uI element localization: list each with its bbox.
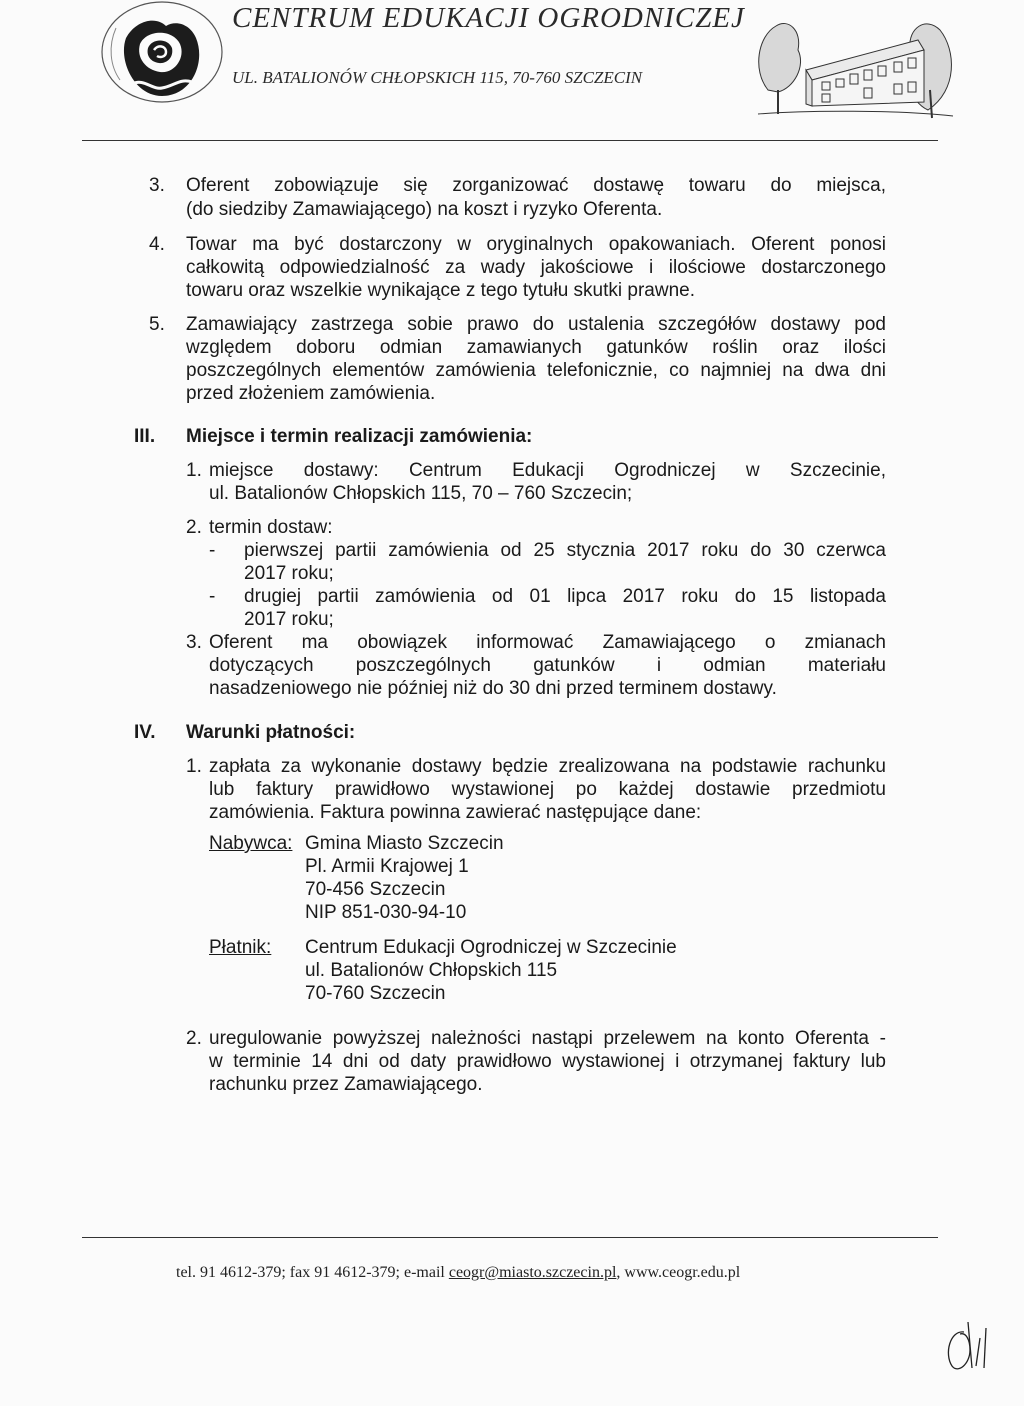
contact-phone-fax: tel. 91 4612-379; fax 91 4612-379; e-mail [176,1264,449,1281]
item-number: 2. [186,517,202,538]
item-4-line: całkowitą odpowiedzialność za wady jakościowe i ilościowe dostarczonego [186,257,886,278]
payer-line: ul. Batalionów Chłopskich 115 [305,960,558,981]
section-numeral: IV. [134,722,156,743]
delivery-place-line: miejsce dostawy: Centrum Edukacji Ogrodniczej w Szczecinie, [209,460,886,481]
item-number: 5. [149,314,165,335]
second-batch-line: drugiej partii zamówienia od 01 lipca 2017 roku do 15 listopada [244,586,886,607]
settlement-line: uregulowanie powyższej należności nastąpi przelewem na konto Oferenta - [209,1028,886,1049]
rose-logo-icon [96,0,228,112]
buyer-label: Nabywca: [209,833,293,854]
payer-line: Centrum Edukacji Ogrodniczej w Szczecinie [305,937,677,958]
obligation-line: nasadzeniowego nie później niż do 30 dni przed terminem dostawy. [209,678,777,699]
item-number: 3. [149,175,165,196]
item-4-line: towaru oraz wszelkie wynikające z tego tytułu skutki prawne. [186,280,696,301]
settlement-line: rachunku przez Zamawiającego. [209,1074,483,1095]
footer-divider [82,1237,938,1238]
item-number: 1. [186,460,202,481]
payer-line: 70-760 Szczecin [305,983,446,1004]
item-5-line: poszczególnych elementów zamówienia telefonicznie, co najmniej na dwa dni [186,360,886,381]
item-number: 1. [186,756,202,777]
website-text: , www.ceogr.edu.pl [616,1264,741,1281]
delivery-term-label: termin dostaw: [209,517,333,538]
payment-line: lub faktury prawidłowo wystawionej po każdej dostawie przedmiotu [209,779,886,800]
buyer-line: NIP 851-030-94-10 [305,902,467,923]
item-5-line: Zamawiający zastrzega sobie prawo do ustalenia szczegółów dostawy pod [186,314,886,335]
section-numeral: III. [134,426,156,447]
email-link[interactable]: ceogr@miasto.szczecin.pl [448,1264,617,1281]
settlement-line: w terminie 14 dni od daty prawidłowo wystawionej i otrzymanej faktury lub [209,1051,886,1072]
first-batch-line: pierwszej partii zamówienia od 25 stycznia 2017 roku do 30 czerwca [244,540,886,561]
header-divider [82,140,938,141]
handwritten-initials-icon [940,1318,1000,1374]
second-batch-line: 2017 roku; [244,609,334,630]
item-3-line: Oferent zobowiązuje się zorganizować dostawę towaru do miejsca, [186,175,886,196]
item-4-line: Towar ma być dostarczony w oryginalnych opakowaniach. Oferent ponosi [186,234,886,255]
obligation-line: dotyczących poszczególnych gatunków i odmian materiału [209,655,886,676]
section-heading: Warunki płatności: [186,722,356,743]
item-number: 2. [186,1028,202,1049]
item-number: 4. [149,234,165,255]
payment-line: zamówienia. Faktura powinna zawierać następujące dane: [209,802,702,823]
delivery-place-line: ul. Batalionów Chłopskich 115, 70 – 760 Szczecin; [209,483,633,504]
dash-bullet: - [209,586,216,607]
dash-bullet: - [209,540,216,561]
item-number: 3. [186,632,202,653]
buyer-line: 70-456 Szczecin [305,879,446,900]
institution-address: UL. BATALIONÓW CHŁOPSKICH 115, 70-760 SZCZECIN [232,68,643,87]
section-heading: Miejsce i termin realizacji zamówienia: [186,426,533,447]
school-building-icon [748,10,960,122]
item-5-line: przed złożeniem zamówienia. [186,383,436,404]
institution-name: CENTRUM EDUKACJI OGRODNICZEJ [232,2,745,34]
buyer-line: Pl. Armii Krajowej 1 [305,856,469,877]
buyer-line: Gmina Miasto Szczecin [305,833,504,854]
payer-label: Płatnik: [209,937,272,958]
item-5-line: względem doboru odmian zamawianych gatunków roślin oraz ilości [186,337,886,358]
payment-line: zapłata za wykonanie dostawy będzie zrealizowana na podstawie rachunku [209,756,886,777]
first-batch-line: 2017 roku; [244,563,334,584]
obligation-line: Oferent ma obowiązek informować Zamawiającego o zmianach [209,632,886,653]
contact-footer [176,1264,740,1282]
item-3-line: (do siedziby Zamawiającego) na koszt i ryzyko Oferenta. [186,199,663,220]
